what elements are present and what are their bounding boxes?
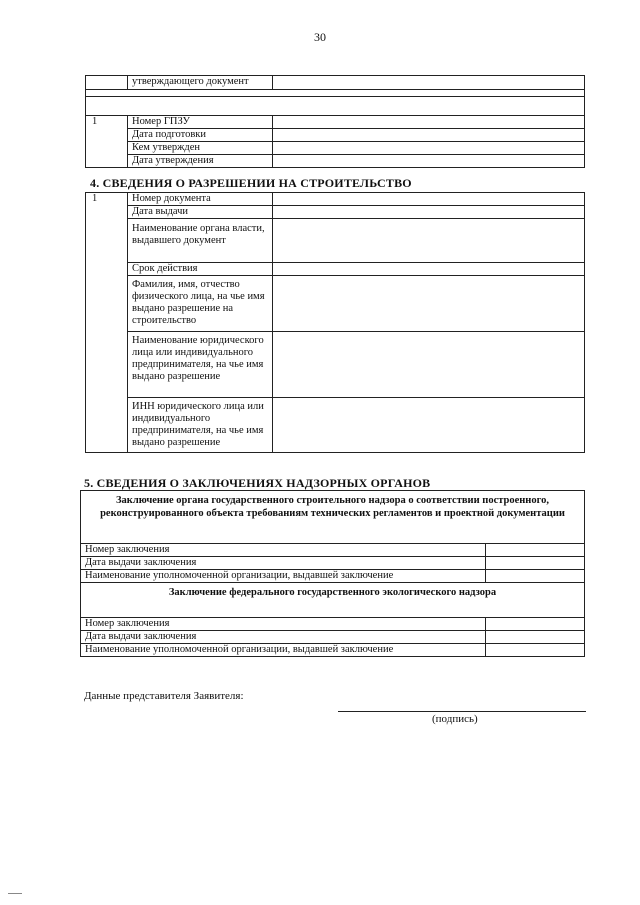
value-cell	[273, 206, 585, 219]
row-label: Наименование уполномоченной организации, выдавшей заключение	[81, 570, 486, 583]
value-cell	[486, 557, 585, 570]
row-label: Фамилия, имя, отчество физического лица, на чье имя выдано разрешение на строительство	[128, 276, 273, 332]
row-label: Кем утвержден	[128, 142, 273, 155]
value-cell	[273, 193, 585, 206]
gpzu-table	[85, 75, 585, 168]
value-cell	[486, 570, 585, 583]
value-cell	[273, 398, 585, 453]
value-cell	[273, 332, 585, 398]
block2-header: Заключение федерального государственного экологического надзора	[81, 583, 585, 618]
row-label: Дата выдачи заключения	[81, 631, 486, 644]
conclusions-table	[80, 490, 585, 657]
row-label: Наименование уполномоченной организации, выдавшей заключение	[81, 644, 486, 657]
spacer-cell	[273, 90, 585, 97]
row-label: Наименование органа власти, выдавшего документ	[128, 219, 273, 263]
value-cell	[273, 155, 585, 168]
section5-title: 5. СВЕДЕНИЯ О ЗАКЛЮЧЕНИЯХ НАДЗОРНЫХ ОРГАНОВ	[84, 476, 431, 490]
spacer-cell	[86, 90, 128, 97]
value-cell	[273, 129, 585, 142]
row-label: Номер заключения	[81, 618, 486, 631]
value-cell	[486, 544, 585, 557]
value-cell	[273, 219, 585, 263]
num-cell: 1	[86, 116, 128, 168]
page-number: 30	[314, 30, 326, 44]
row-label: Номер документа	[128, 193, 273, 206]
permit-table	[85, 192, 585, 453]
row-label: Дата подготовки	[128, 129, 273, 142]
row-label: Номер ГПЗУ	[128, 116, 273, 129]
block1-header: Заключение органа государственного строительного надзора о соответствии построенного, реконструированного объекта требованиям технических регламентов и проектной документации	[81, 491, 585, 544]
signature-line	[338, 711, 586, 712]
value-cell	[273, 263, 585, 276]
value-cell	[273, 142, 585, 155]
num-cell	[86, 76, 128, 90]
row-label: Номер заключения	[81, 544, 486, 557]
num-cell: 1	[86, 193, 128, 453]
value-cell	[486, 618, 585, 631]
value-cell	[273, 76, 585, 90]
applicant-rep-label: Данные представителя Заявителя:	[84, 690, 244, 702]
row-label: ИНН юридического лица или индивидуального предпринимателя, на чье имя выдано разрешение	[128, 398, 273, 453]
signature-caption: (подпись)	[432, 713, 478, 725]
spacer-cell	[128, 90, 273, 97]
row-label: Дата выдачи заключения	[81, 557, 486, 570]
row-label: утверждающего документ	[128, 76, 273, 90]
section4-title: 4. СВЕДЕНИЯ О РАЗРЕШЕНИИ НА СТРОИТЕЛЬСТВО	[90, 176, 412, 190]
value-cell	[486, 644, 585, 657]
value-cell	[486, 631, 585, 644]
row-label: Наименование юридического лица или индивидуального предпринимателя, на чье имя выдано разрешение	[128, 332, 273, 398]
value-cell	[273, 116, 585, 129]
scan-mark	[8, 893, 22, 894]
row-label: Дата утверждения	[128, 155, 273, 168]
row-label: Дата выдачи	[128, 206, 273, 219]
value-cell	[273, 276, 585, 332]
row-label: Срок действия	[128, 263, 273, 276]
spacer-cell	[86, 97, 585, 116]
